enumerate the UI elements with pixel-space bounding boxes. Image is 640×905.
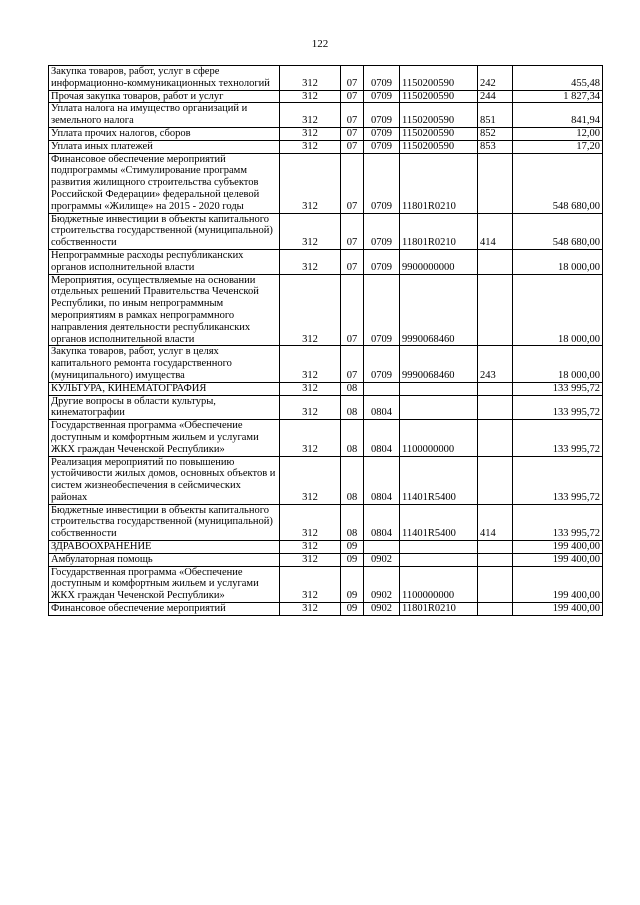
expense-type-cell [478, 274, 513, 346]
table-row [49, 249, 603, 274]
subsection-code-cell: 0709 [364, 66, 400, 91]
table-row [49, 566, 603, 602]
subsection-code-cell: 0804 [364, 420, 400, 456]
subsection-code-cell: 0709 [364, 249, 400, 274]
section-code-cell: 07 [341, 66, 364, 91]
expense-name-cell: Закупка товаров, работ, услуг в сфере информационно-коммуникационных технологий [49, 66, 280, 91]
expense-type-cell: 851 [478, 103, 513, 128]
table-row [49, 395, 603, 420]
budget-table [48, 65, 603, 616]
target-article-cell: 11401R5400 [400, 504, 478, 540]
table-row [49, 140, 603, 153]
subsection-code-cell: 0709 [364, 103, 400, 128]
ministry-code-cell: 312 [280, 456, 341, 504]
ministry-code-cell: 312 [280, 103, 341, 128]
table-row [49, 420, 603, 456]
subsection-code-cell: 0804 [364, 504, 400, 540]
target-article-cell [400, 382, 478, 395]
section-code-cell: 07 [341, 153, 364, 213]
subsection-code-cell: 0709 [364, 213, 400, 249]
target-article-cell: 11801R0210 [400, 603, 478, 616]
expense-name-cell: Финансовое обеспечение мероприятий [49, 603, 280, 616]
amount-cell: 133 995,72 [513, 504, 603, 540]
amount-cell: 199 400,00 [513, 541, 603, 554]
table-row [49, 90, 603, 103]
expense-name-cell: Уплата иных платежей [49, 140, 280, 153]
amount-cell: 133 995,72 [513, 382, 603, 395]
ministry-code-cell: 312 [280, 420, 341, 456]
ministry-code-cell: 312 [280, 153, 341, 213]
ministry-code-cell: 312 [280, 249, 341, 274]
amount-cell: 18 000,00 [513, 274, 603, 346]
table-row [49, 346, 603, 382]
amount-cell: 548 680,00 [513, 213, 603, 249]
ministry-code-cell: 312 [280, 553, 341, 566]
expense-name-cell: Государственная программа «Обеспечение доступным и комфортным жильем и услугами ЖКХ граждан Чеченской Республики» [49, 566, 280, 602]
subsection-code-cell [364, 382, 400, 395]
table-row [49, 66, 603, 91]
expense-type-cell [478, 553, 513, 566]
section-code-cell: 07 [341, 90, 364, 103]
expense-type-cell [478, 153, 513, 213]
amount-cell: 17,20 [513, 140, 603, 153]
table-row [49, 274, 603, 346]
ministry-code-cell: 312 [280, 541, 341, 554]
table-row [49, 127, 603, 140]
section-code-cell: 07 [341, 103, 364, 128]
table-row [49, 553, 603, 566]
expense-name-cell: Непрограммные расходы республиканских органов исполнительной власти [49, 249, 280, 274]
ministry-code-cell: 312 [280, 504, 341, 540]
target-article-cell: 1150200590 [400, 90, 478, 103]
expense-type-cell [478, 420, 513, 456]
table-row [49, 541, 603, 554]
target-article-cell [400, 541, 478, 554]
expense-name-cell: Реализация мероприятий по повышению устойчивости жилых домов, основных объектов и систем жизнеобеспечения в сейсмических районах [49, 456, 280, 504]
amount-cell: 455,48 [513, 66, 603, 91]
amount-cell: 18 000,00 [513, 346, 603, 382]
subsection-code-cell: 0902 [364, 603, 400, 616]
section-code-cell: 08 [341, 395, 364, 420]
ministry-code-cell: 312 [280, 140, 341, 153]
expense-type-cell: 414 [478, 213, 513, 249]
section-code-cell: 08 [341, 420, 364, 456]
amount-cell: 133 995,72 [513, 420, 603, 456]
ministry-code-cell: 312 [280, 90, 341, 103]
subsection-code-cell: 0709 [364, 90, 400, 103]
subsection-code-cell: 0709 [364, 153, 400, 213]
section-code-cell: 07 [341, 249, 364, 274]
expense-type-cell: 243 [478, 346, 513, 382]
section-code-cell: 07 [341, 274, 364, 346]
expense-name-cell: Закупка товаров, работ, услуг в целях капитального ремонта государственного (муниципального) имущества [49, 346, 280, 382]
expense-name-cell: КУЛЬТУРА, КИНЕМАТОГРАФИЯ [49, 382, 280, 395]
ministry-code-cell: 312 [280, 566, 341, 602]
table-row [49, 213, 603, 249]
subsection-code-cell: 0902 [364, 566, 400, 602]
amount-cell: 548 680,00 [513, 153, 603, 213]
table-row [49, 153, 603, 213]
target-article-cell: 1150200590 [400, 103, 478, 128]
target-article-cell: 9990068460 [400, 346, 478, 382]
target-article-cell: 1100000000 [400, 566, 478, 602]
page-number: 122 [311, 38, 329, 50]
ministry-code-cell: 312 [280, 346, 341, 382]
target-article-cell: 11801R0210 [400, 213, 478, 249]
expense-name-cell: Амбулаторная помощь [49, 553, 280, 566]
target-article-cell: 11401R5400 [400, 456, 478, 504]
amount-cell: 199 400,00 [513, 566, 603, 602]
expense-name-cell: Бюджетные инвестиции в объекты капитального строительства государственной (муниципальной) собственности [49, 504, 280, 540]
section-code-cell: 07 [341, 346, 364, 382]
expense-name-cell: Финансовое обеспечение мероприятий подпрограммы «Стимулирование программ развития жилищного строительства субъектов Российской Федерации» федеральной целевой программы «Жилище» на 2015 - 2020 годы [49, 153, 280, 213]
section-code-cell: 07 [341, 127, 364, 140]
expense-name-cell: Бюджетные инвестиции в объекты капитального строительства государственной (муниципальной) собственности [49, 213, 280, 249]
table-row [49, 103, 603, 128]
target-article-cell: 11801R0210 [400, 153, 478, 213]
ministry-code-cell: 312 [280, 603, 341, 616]
amount-cell: 841,94 [513, 103, 603, 128]
target-article-cell [400, 395, 478, 420]
subsection-code-cell: 0804 [364, 395, 400, 420]
subsection-code-cell: 0709 [364, 140, 400, 153]
subsection-code-cell: 0709 [364, 274, 400, 346]
subsection-code-cell: 0804 [364, 456, 400, 504]
ministry-code-cell: 312 [280, 66, 341, 91]
amount-cell: 133 995,72 [513, 395, 603, 420]
ministry-code-cell: 312 [280, 213, 341, 249]
amount-cell: 1 827,34 [513, 90, 603, 103]
expense-name-cell: Государственная программа «Обеспечение доступным и комфортным жильем и услугами ЖКХ граждан Чеченской Республики» [49, 420, 280, 456]
table-row [49, 456, 603, 504]
expense-name-cell: Уплата налога на имущество организаций и земельного налога [49, 103, 280, 128]
expense-type-cell: 414 [478, 504, 513, 540]
expense-name-cell: Другие вопросы в области культуры, кинематографии [49, 395, 280, 420]
section-code-cell: 08 [341, 456, 364, 504]
amount-cell: 199 400,00 [513, 603, 603, 616]
target-article-cell: 1150200590 [400, 66, 478, 91]
expense-type-cell: 244 [478, 90, 513, 103]
expense-type-cell [478, 456, 513, 504]
section-code-cell: 08 [341, 382, 364, 395]
amount-cell: 12,00 [513, 127, 603, 140]
table-row [49, 382, 603, 395]
subsection-code-cell: 0709 [364, 346, 400, 382]
section-code-cell: 07 [341, 213, 364, 249]
ministry-code-cell: 312 [280, 382, 341, 395]
expense-type-cell [478, 566, 513, 602]
expense-type-cell: 242 [478, 66, 513, 91]
ministry-code-cell: 312 [280, 274, 341, 346]
subsection-code-cell: 0709 [364, 127, 400, 140]
target-article-cell: 1150200590 [400, 140, 478, 153]
section-code-cell: 09 [341, 541, 364, 554]
expense-name-cell: Уплата прочих налогов, сборов [49, 127, 280, 140]
target-article-cell: 1150200590 [400, 127, 478, 140]
expense-type-cell [478, 395, 513, 420]
expense-type-cell [478, 603, 513, 616]
section-code-cell: 08 [341, 504, 364, 540]
amount-cell: 133 995,72 [513, 456, 603, 504]
expense-type-cell [478, 249, 513, 274]
expense-type-cell [478, 382, 513, 395]
section-code-cell: 09 [341, 553, 364, 566]
ministry-code-cell: 312 [280, 127, 341, 140]
table-row [49, 504, 603, 540]
amount-cell: 199 400,00 [513, 553, 603, 566]
target-article-cell: 9900000000 [400, 249, 478, 274]
subsection-code-cell [364, 541, 400, 554]
table-row [49, 603, 603, 616]
section-code-cell: 09 [341, 603, 364, 616]
subsection-code-cell: 0902 [364, 553, 400, 566]
expense-name-cell: Прочая закупка товаров, работ и услуг [49, 90, 280, 103]
expense-type-cell: 852 [478, 127, 513, 140]
target-article-cell: 9990068460 [400, 274, 478, 346]
section-code-cell: 09 [341, 566, 364, 602]
expense-type-cell [478, 541, 513, 554]
expense-name-cell: Мероприятия, осуществляемые на основании отдельных решений Правительства Чеченской Республики, по иным непрограммным мероприятиям в рамках непрограммного направления деятельности республиканских органов исполнительной власти [49, 274, 280, 346]
section-code-cell: 07 [341, 140, 364, 153]
amount-cell: 18 000,00 [513, 249, 603, 274]
ministry-code-cell: 312 [280, 395, 341, 420]
target-article-cell: 1100000000 [400, 420, 478, 456]
expense-name-cell: ЗДРАВООХРАНЕНИЕ [49, 541, 280, 554]
expense-type-cell: 853 [478, 140, 513, 153]
target-article-cell [400, 553, 478, 566]
